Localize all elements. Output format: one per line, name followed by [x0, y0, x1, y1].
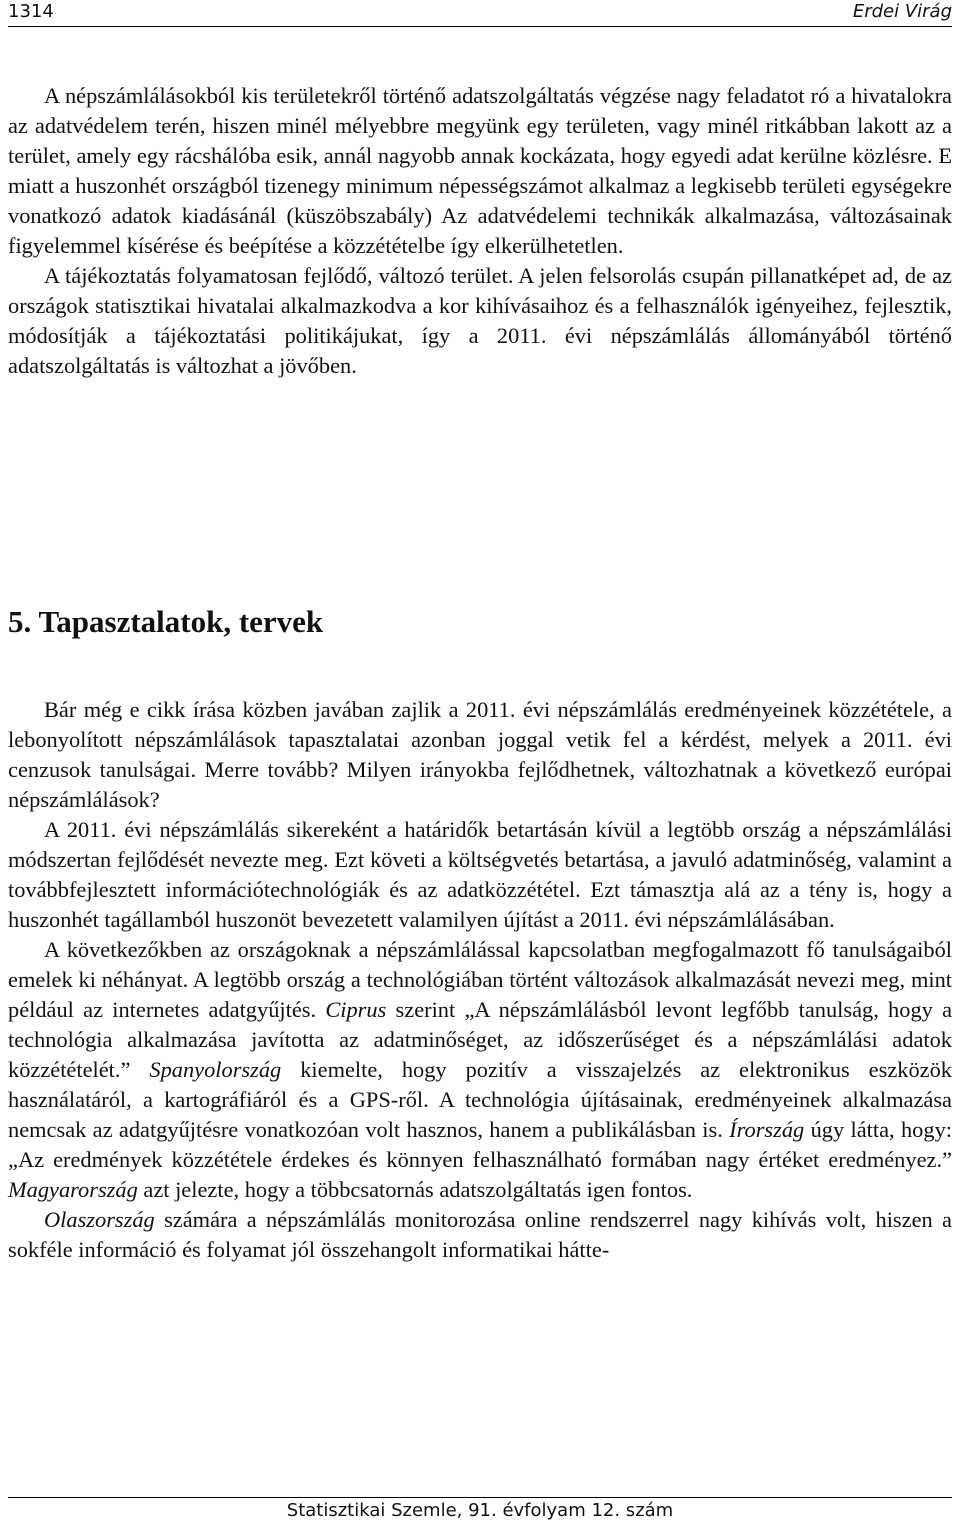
paragraph: A népszámlálásokból kis területekről történő adatszolgáltatás végzése nagy feladatot ró a hivatalokra az adatvédelem terén, hiszen minél mélyebbre megyünk egy területen, vagy minél ritkábban lakott az a terület, amely egy rácshálóba esik, annál nagyobb annak kockázata, hogy egyedi adat kerülne közlésre. E miatt a huszonhét országból tizenegy minimum népességszámot alkalmaz a legkisebb területi egységekre vonatkozó adatok kiadásánál (küszöbszabály) Az adatvédelemi technikák alkalmazása, változásainak figyelemmel kísérése és beépítése a közzétételbe így elkerülhetetlen. — [8, 83, 952, 258]
paragraph: A 2011. évi népszámlálás sikereként a határidők betartásán kívül a legtöbb ország a népszámlálási módszertan fejlődését nevezte meg. Ezt követi a költségvetés betartása, a javuló adatminőség, valamint a továbbfejlesztett információtechnológiák és az adatközzététel. Ezt támasztja alá az a tény is, hogy a huszonhét tagállamból huszonöt bevezetett valamilyen újítást a 2011. évi népszámlálásában. — [8, 817, 952, 932]
section-heading: 5. Tapasztalatok, tervek — [8, 604, 324, 639]
paragraph-text: úgy látta, hogy: „Az eredmények közzététele érdekes és könnyen felhasználható formában nagy értéket eredményez.” — [8, 1117, 952, 1172]
running-author: Erdei Virág — [852, 1, 952, 22]
country-name: Magyarország — [8, 1177, 138, 1202]
paragraph — [8, 1205, 952, 1265]
paragraph-text: szerint „A népszámlálásból levont legfőbb tanulság, hogy a technológia alkalmazása javította az adatminőséget, az időszerűséget és a népszámlálási adatok közzétételét.” — [8, 997, 953, 1082]
country-name: Spanyolország — [149, 1057, 282, 1082]
paragraph-text: azt jelezte, hogy a többcsatornás adatszolgáltatás igen fontos. — [137, 1177, 693, 1202]
paragraph: Bár még e cikk írása közben javában zajlik a 2011. évi népszámlálás eredményeinek közzététele, a lebonyolított népszámlálások tapasztalatai azonban joggal vetik fel a kérdést, melyek a 2011. évi cenzusok tanulságai. Merre tovább? Milyen irányokba fejlődhetnek, változhatnak a következő európai népszámlálások? — [8, 697, 952, 812]
journal-citation: Statisztikai Szemle, 91. évfolyam 12. szám — [286, 1500, 674, 1521]
paragraph-text: számára a népszámlálás monitorozása online rendszerrel nagy kihívás volt, hiszen a sokféle információ és folyamat jól összehangolt informatikai hátte- — [8, 1207, 952, 1262]
paragraph: A tájékoztatás folyamatosan fejlődő, változó terület. A jelen felsorolás csupán pillanatképet ad, de az országok statisztikai hivatalai alkalmazkodva a kor kihívásaihoz és a felhasználók igényeihez, fejlesztik, módosítják a tájékoztatási politikájukat, így a 2011. évi népszámlálás állományából történő adatszolgáltatás is változhat a jövőben. — [8, 263, 952, 378]
page-header — [8, 0, 952, 27]
section-1-text — [8, 81, 952, 381]
paragraph-text: kiemelte, hogy pozitív a visszajelzés az elektronikus eszközök használatáról, a kartográfiáról és a GPS-ről. A technológia újításainak, eredményeinek alkalmazása nemcsak az adatgyűjtésre vonatkozóan volt hasznos, hanem a publikálásban is. — [8, 1057, 952, 1142]
country-name: Ciprus — [325, 997, 387, 1022]
section-2-text — [8, 695, 952, 1265]
paragraph-text: A következőkben az országoknak a népszámlálással kapcsolatban megfogalmazott fő tanulságaiból emelek ki néhányat. A legtöbb ország a technológiában történt változások alkalmazását nevezi meg, mint például az internetes adatgyűjtés. — [8, 937, 952, 1022]
page-footer — [8, 1497, 952, 1526]
country-name: Olaszország — [44, 1207, 155, 1232]
country-name: Írország — [729, 1117, 805, 1142]
page-number: 1314 — [8, 1, 54, 22]
paragraph — [8, 935, 952, 1205]
